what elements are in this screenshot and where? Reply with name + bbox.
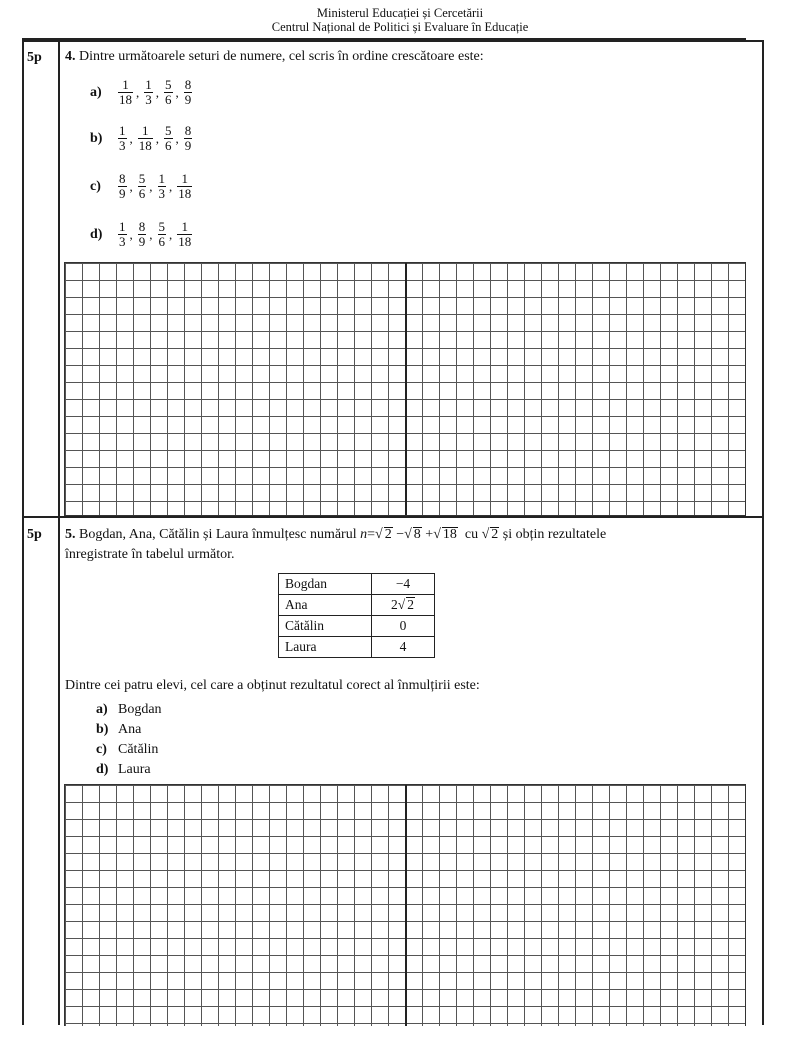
- results-table: [278, 573, 435, 658]
- grid-center-line: [405, 263, 407, 515]
- fraction: $\frac{1}{18}$: [138, 123, 152, 153]
- fraction: $\frac{1}{18}$: [178, 219, 192, 249]
- q5-number: 5.: [65, 527, 76, 542]
- fraction: $\frac{1}{3}$: [119, 123, 126, 153]
- fraction: $\frac{5}{6}$: [158, 219, 165, 249]
- fraction: $\frac{1}{3}$: [119, 219, 126, 249]
- q5-answer-b[interactable]: b) Ana: [96, 722, 142, 737]
- fraction: $\frac{1}{18}$: [119, 77, 132, 107]
- q5-intro-continued: înregistrate în tabelul următor.: [65, 547, 235, 562]
- q5-question: Dintre cei patru elevi, cel care a obținut rezultatul corect al înmulțirii este:: [65, 678, 480, 693]
- q5-answer-a[interactable]: a) Bogdan: [96, 702, 162, 717]
- var-n: n: [360, 527, 368, 542]
- q4-option-b[interactable]: b) $\frac{1}{3}$ , $\frac{1}{18}$ , $\frac{5}{6}$ , $\frac{8}{9}$: [90, 123, 192, 153]
- points-column-divider: [58, 40, 60, 1025]
- section-divider: [22, 516, 764, 518]
- option-label: b): [90, 130, 103, 146]
- q4-option-c[interactable]: c) $\frac{8}{9}$ , $\frac{5}{6}$ , $\frac{1}{3}$ , $\frac{1}{18}$: [90, 171, 192, 201]
- option-label: a): [90, 84, 102, 100]
- q4-work-grid[interactable]: [64, 262, 746, 516]
- option-label: c): [90, 178, 101, 194]
- option-label: d): [90, 226, 103, 242]
- q5-work-grid[interactable]: [64, 784, 746, 1026]
- q5-statement: 5. Bogdan, Ana, Cătălin și Laura înmulțesc numărul n=√ 2 −√ 8 +√ 18 cu √ 2 și obțin rezultatele înregistrate în tabelul următor.: [65, 527, 607, 562]
- table-row: Ana 2√ 2: [279, 595, 435, 616]
- fraction: $\frac{5}{6}$: [138, 171, 146, 201]
- header-ministry: Ministerul Educației și Cercetării: [316, 6, 484, 20]
- fraction: $\frac{1}{3}$: [145, 77, 152, 107]
- fraction: $\frac{8}{9}$: [184, 123, 192, 153]
- fraction: $\frac{8}{9}$: [138, 219, 146, 249]
- table-row: Bogdan −4: [279, 574, 435, 595]
- q5-answer-d[interactable]: d) Laura: [96, 762, 151, 777]
- q4-number: 4.: [65, 49, 76, 64]
- q4-points: 5p: [27, 50, 42, 65]
- table-row: Laura 4: [279, 637, 435, 658]
- table-row: Cătălin 0: [279, 616, 435, 637]
- q5-answers: [96, 700, 162, 780]
- q5-points: 5p: [27, 527, 42, 542]
- q5-intro: Bogdan, Ana, Cătălin și Laura înmulțesc numărul: [79, 527, 357, 542]
- fraction: $\frac{5}{6}$: [165, 123, 172, 153]
- fraction: $\frac{1}{18}$: [178, 171, 192, 201]
- q4-option-a[interactable]: a) $\frac{1}{18}$ , $\frac{1}{3}$ , $\frac{5}{6}$ , $\frac{8}{9}$: [90, 77, 192, 107]
- q4-statement: [65, 47, 484, 67]
- q4-option-d[interactable]: d) $\frac{1}{3}$ , $\frac{8}{9}$ , $\frac{5}{6}$ , $\frac{1}{18}$: [90, 219, 192, 249]
- fraction: $\frac{8}{9}$: [184, 77, 192, 107]
- header-center: Centrul Național de Politici și Evaluare în Educație: [271, 20, 529, 34]
- fraction: $\frac{8}{9}$: [119, 171, 126, 201]
- grid-center-line: [405, 785, 407, 1026]
- fraction: $\frac{1}{3}$: [158, 171, 165, 201]
- fraction: $\frac{5}{6}$: [165, 77, 172, 107]
- q5-answer-c[interactable]: c) Cătălin: [96, 742, 159, 757]
- q4-text: Dintre următoarele seturi de numere, cel scris în ordine crescătoare este:: [79, 49, 484, 64]
